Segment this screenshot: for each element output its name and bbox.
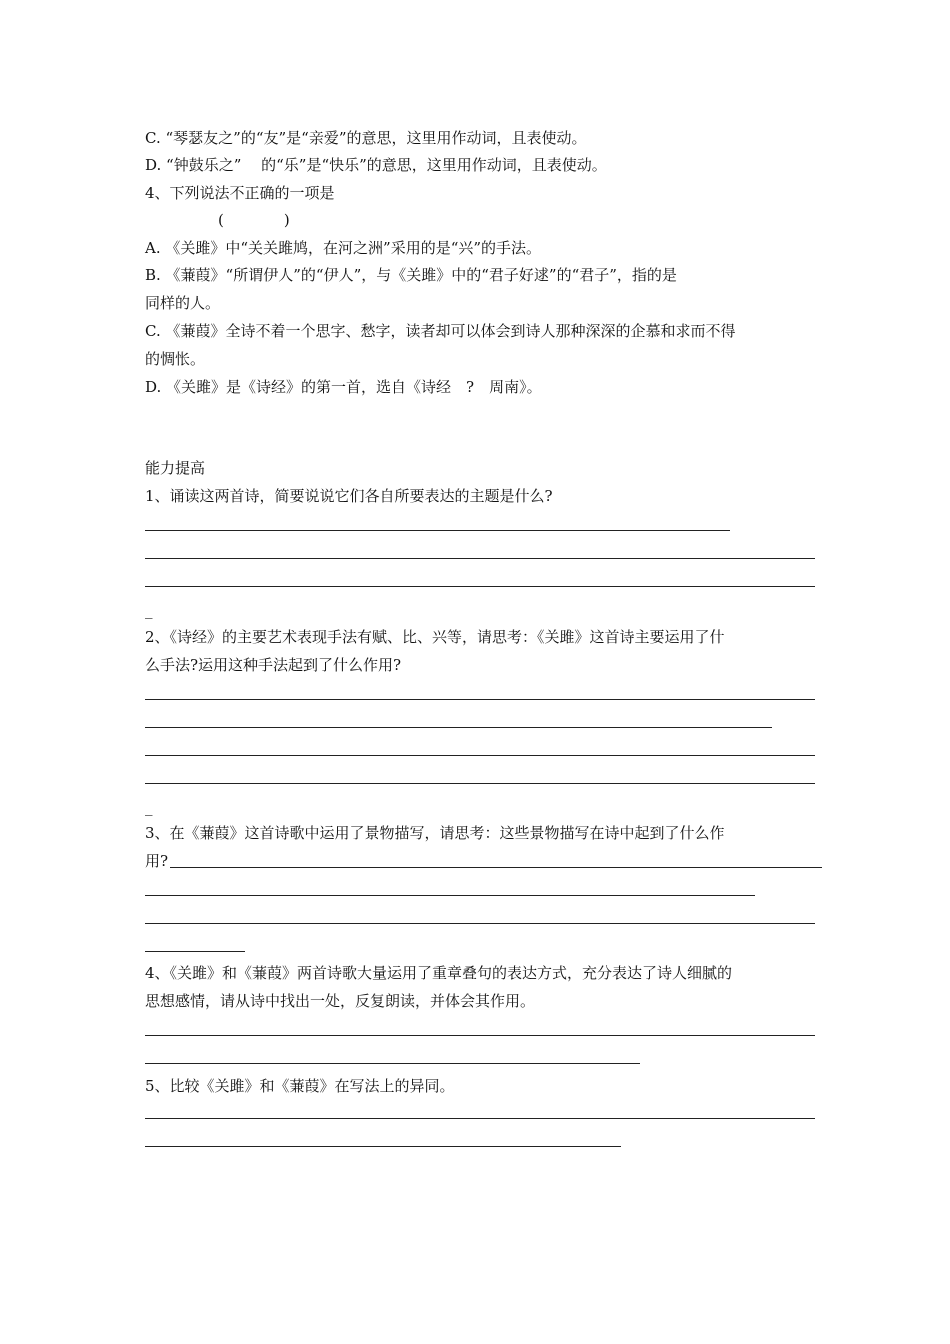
- answer-line[interactable]: [145, 1063, 640, 1064]
- question-1: 1、诵读这两首诗，简要说说它们各自所要表达的主题是什么?: [145, 487, 553, 505]
- answer-line[interactable]: [170, 867, 822, 868]
- option-c-line-1: C. 《蒹葭》全诗不着一个思字、愁字，读者却可以体会到诗人那种深深的企慕和求而不得: [145, 322, 736, 340]
- dash-mark: _: [145, 798, 153, 816]
- answer-line[interactable]: [145, 783, 815, 784]
- question-4-line-1: 4、《关雎》和《蒹葭》两首诗歌大量运用了重章叠句的表达方式，充分表达了诗人细腻的: [145, 964, 733, 982]
- option-d: D. 《关雎》是《诗经》的第一首，选自《诗经 ? 周南》。: [145, 378, 542, 396]
- option-c-line-2: 的惆怅。: [145, 350, 206, 368]
- answer-line[interactable]: [145, 923, 815, 924]
- answer-line[interactable]: [145, 530, 730, 531]
- option-b-line-1: B. 《蒹葭》“所谓伊人”的“伊人”，与《关雎》中的“君子好逑”的“君子”，指的是: [145, 266, 677, 284]
- answer-line[interactable]: [145, 699, 815, 700]
- question-2-line-2: 么手法?运用这种手法起到了什么作用?: [145, 656, 402, 674]
- section-title: 能力提高: [145, 459, 206, 477]
- option-c: C. “琴瑟友之”的“友”是“亲爱”的意思，这里用作动词，且表使动。: [145, 129, 587, 147]
- answer-line[interactable]: [145, 755, 815, 756]
- answer-parentheses: ( ): [218, 211, 290, 229]
- answer-line[interactable]: [145, 1035, 815, 1036]
- answer-line[interactable]: [145, 895, 755, 896]
- answer-line[interactable]: [145, 586, 815, 587]
- answer-line[interactable]: [145, 1146, 621, 1147]
- option-a: A. 《关雎》中“关关雎鸠，在河之洲”采用的是“兴”的手法。: [145, 239, 542, 257]
- option-b-line-2: 同样的人。: [145, 294, 221, 312]
- question-2-line-1: 2、《诗经》的主要艺术表现手法有赋、比、兴等，请思考：《关雎》这首诗主要运用了什: [145, 628, 725, 646]
- question-3-line-2: 用?: [145, 852, 169, 870]
- answer-line[interactable]: [145, 1118, 815, 1119]
- question-5: 5、比较《关雎》和《蒹葭》在写法上的异同。: [145, 1077, 455, 1095]
- question-4-stem: 4、下列说法不正确的一项是: [145, 184, 335, 202]
- answer-line[interactable]: [145, 727, 772, 728]
- answer-line[interactable]: [145, 951, 245, 952]
- answer-line[interactable]: [145, 558, 815, 559]
- dash-mark: _: [145, 601, 153, 619]
- option-d: D. “钟鼓乐之” 的“乐”是“快乐”的意思，这里用作动词，且表使动。: [145, 156, 607, 174]
- question-3-line-1: 3、在《蒹葭》这首诗歌中运用了景物描写，请思考：这些景物描写在诗中起到了什么作: [145, 824, 725, 842]
- question-4-line-2: 思想感情，请从诗中找出一处，反复朗读，并体会其作用。: [145, 992, 536, 1010]
